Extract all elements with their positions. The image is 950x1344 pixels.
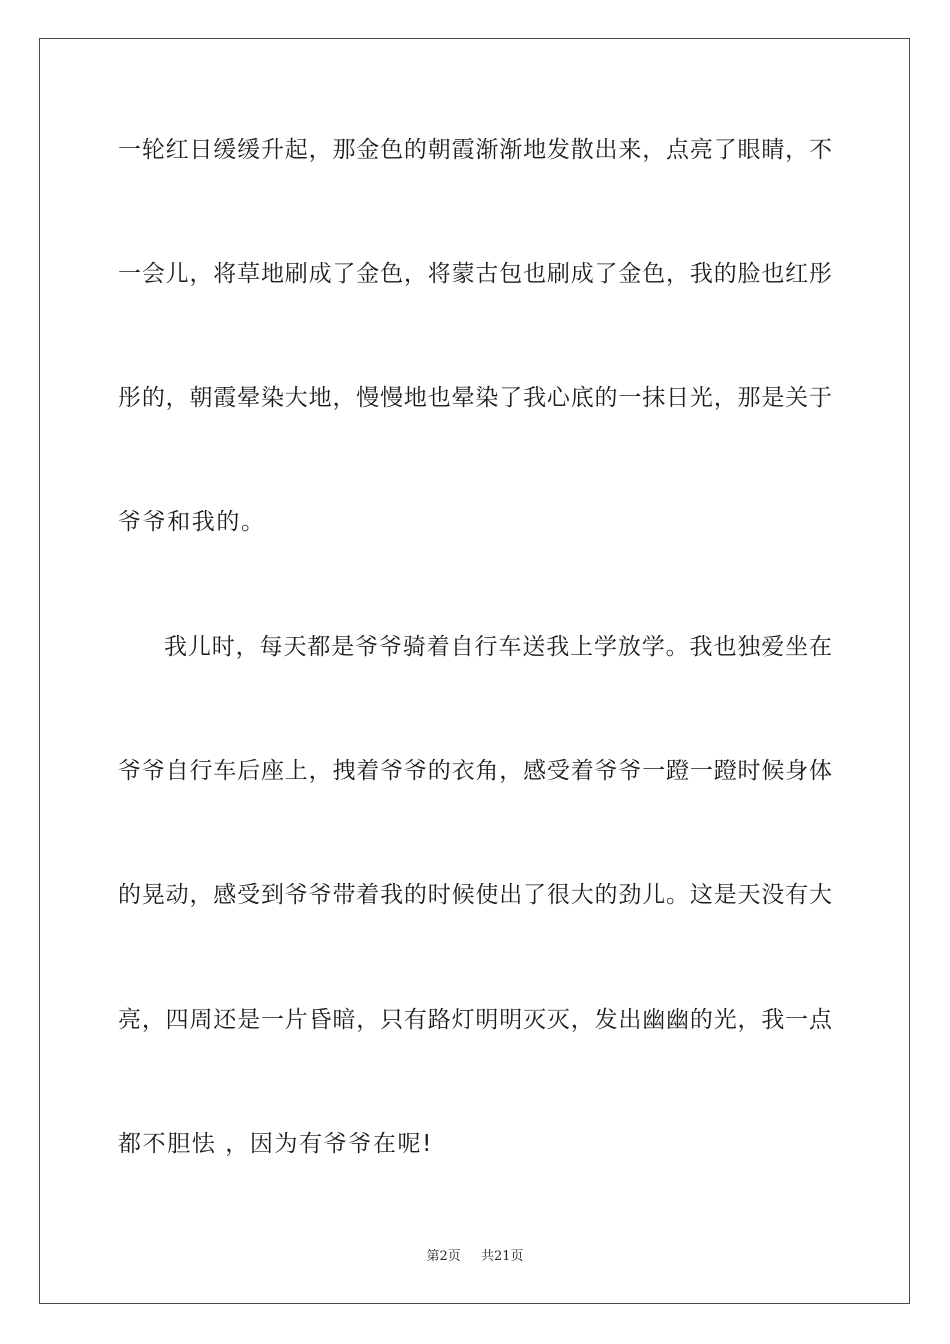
body-line-3: 彤的，朝霞晕染大地，慢慢地也晕染了我心底的一抹日光，那是关于: [118, 385, 832, 411]
body-line-6: 爷爷自行车后座上，拽着爷爷的衣角，感受着爷爷一蹬一蹬时候身体: [118, 758, 832, 784]
body-line-8: 亮，四周还是一片昏暗，只有路灯明明灭灭，发出幽幽的光，我一点: [118, 1007, 832, 1033]
body-line-7: 的晃动，感受到爷爷带着我的时候使出了很大的劲儿。这是天没有大: [118, 882, 832, 908]
page-border: [39, 38, 910, 1304]
page-footer: [0, 1248, 950, 1266]
page-number: 第2页: [426, 1249, 461, 1264]
body-line-4: 爷爷和我的。: [118, 509, 266, 535]
body-line-1: 一轮红日缓缓升起，那金色的朝霞渐渐地发散出来，点亮了眼睛，不: [118, 137, 832, 163]
page-total: 共21页: [481, 1249, 524, 1264]
body-line-2: 一会儿，将草地刷成了金色，将蒙古包也刷成了金色，我的脸也红彤: [118, 261, 832, 287]
body-line-9: 都不胆怯 ，因为有爷爷在呢!: [118, 1131, 433, 1157]
body-line-5: 我儿时，每天都是爷爷骑着自行车送我上学放学。我也独爱坐在: [164, 634, 832, 660]
